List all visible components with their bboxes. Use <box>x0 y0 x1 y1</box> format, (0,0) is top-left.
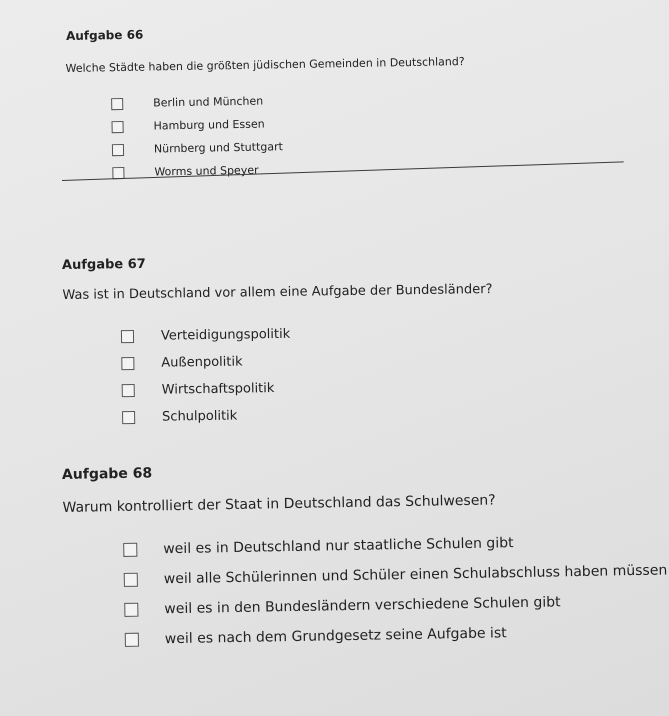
q68-option-2-label: weil alle Schülerinnen und Schüler einen Schulabschluss haben müssen <box>163 562 668 588</box>
q66-option-1[interactable] <box>111 95 263 111</box>
checkbox[interactable] <box>123 543 137 557</box>
checkbox[interactable] <box>111 97 123 109</box>
q67-option-2-label: Außenpolitik <box>161 354 243 371</box>
question-66-text: Welche Städte haben die größten jüdischen Gemeinden in Deutschland? <box>65 55 465 75</box>
checkbox[interactable] <box>122 411 135 424</box>
checkbox[interactable] <box>112 166 124 178</box>
q68-option-3-label: weil es in den Bundesländern verschiedene Schulen gibt <box>164 594 561 618</box>
q66-option-4-label: Worms und Speyer <box>154 163 259 179</box>
checkbox[interactable] <box>121 330 134 343</box>
q68-option-1-label: weil es in Deutschland nur staatliche Schulen gibt <box>163 535 514 558</box>
q66-option-3-label: Nürnberg und Stuttgart <box>153 140 284 156</box>
question-67-title: Aufgabe 67 <box>61 256 146 273</box>
checkbox[interactable] <box>125 633 139 647</box>
checkbox[interactable] <box>122 384 135 397</box>
question-66-title: Aufgabe 66 <box>65 27 144 43</box>
checkbox[interactable] <box>124 603 138 617</box>
q67-option-3-label: Wirtschaftspolitik <box>161 381 275 398</box>
q68-option-2[interactable] <box>124 562 668 587</box>
q66-option-1-label: Berlin und München <box>153 94 264 110</box>
q66-option-2[interactable] <box>111 118 264 134</box>
q67-option-1[interactable] <box>121 327 290 344</box>
q67-option-1-label: Verteidigungspolitik <box>160 326 291 344</box>
q67-option-2[interactable] <box>121 354 242 371</box>
checkbox[interactable] <box>121 357 134 370</box>
q68-option-1[interactable] <box>123 535 514 558</box>
q66-option-3[interactable] <box>112 140 283 156</box>
question-68-title: Aufgabe 68 <box>61 465 153 483</box>
q67-option-4-label: Schulpolitik <box>162 408 238 425</box>
q68-option-4[interactable] <box>125 625 507 648</box>
checkbox[interactable] <box>124 573 138 587</box>
q67-option-3[interactable] <box>122 381 275 398</box>
q68-option-3[interactable] <box>124 594 560 618</box>
question-67-text: Was ist in Deutschland vor allem eine Aufgabe der Bundesländer? <box>62 281 493 303</box>
question-68-text: Warum kontrolliert der Staat in Deutschland das Schulwesen? <box>62 492 496 516</box>
q66-option-2-label: Hamburg und Essen <box>153 117 265 133</box>
q68-option-4-label: weil es nach dem Grundgesetz seine Aufgabe ist <box>164 625 507 648</box>
checkbox[interactable] <box>112 143 124 155</box>
q67-option-4[interactable] <box>122 409 237 426</box>
checkbox[interactable] <box>111 120 123 132</box>
